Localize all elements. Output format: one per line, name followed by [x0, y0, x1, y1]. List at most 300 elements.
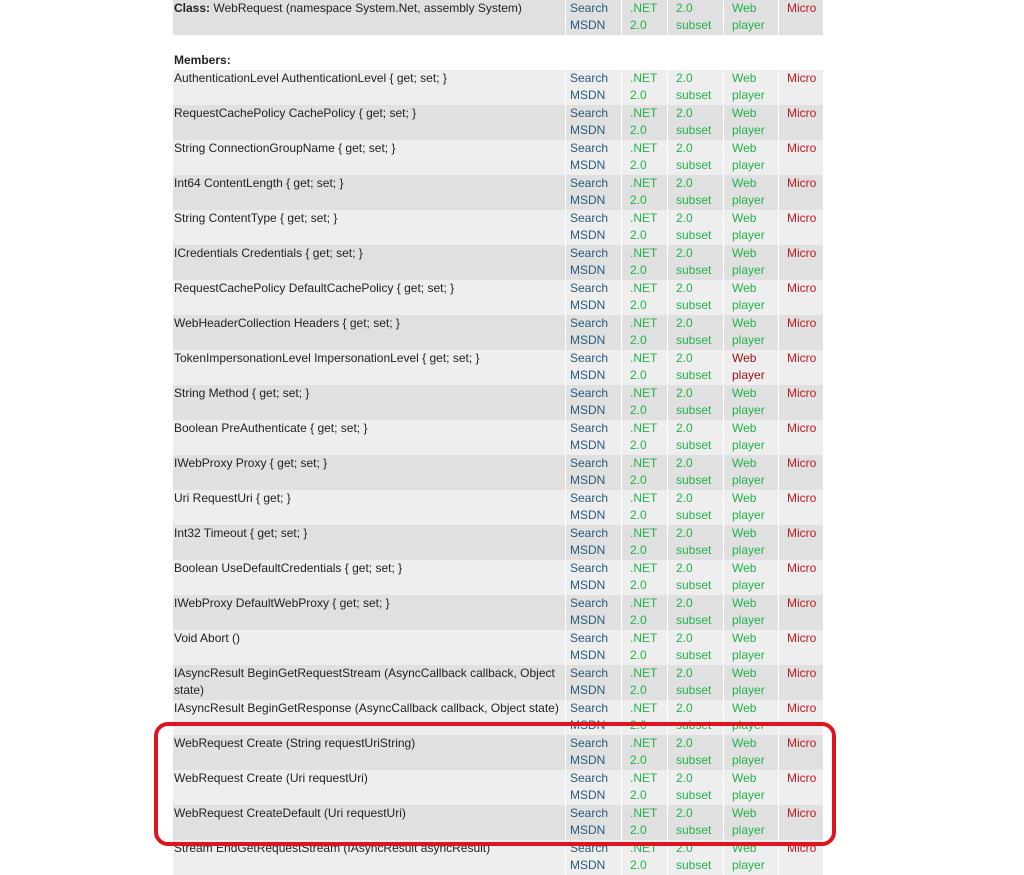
- search-cell[interactable]: [565, 665, 621, 700]
- micro-label: Micro: [787, 386, 817, 400]
- subset-cell: [667, 455, 723, 490]
- member-row: [173, 805, 823, 840]
- web-label: Web: [732, 386, 757, 400]
- net-label: .NET: [630, 631, 658, 645]
- net-label: .NET: [630, 141, 658, 155]
- search-link[interactable]: Search: [570, 491, 609, 505]
- subset-version: 2.0: [676, 666, 693, 680]
- net-label: .NET: [630, 106, 658, 120]
- player-label: player: [732, 508, 765, 522]
- micro-cell: [778, 140, 823, 175]
- player-label: player: [732, 88, 765, 102]
- net-label: .NET: [630, 176, 658, 190]
- search-link[interactable]: Search: [570, 701, 609, 715]
- micro-cell: [778, 560, 823, 595]
- search-cell[interactable]: [565, 280, 621, 315]
- net-label: .NET: [630, 281, 658, 295]
- webplayer-cell: [723, 840, 778, 875]
- web-label: Web: [732, 631, 757, 645]
- member-signature: RequestCachePolicy CachePolicy { get; set; }: [174, 106, 417, 120]
- net-label: .NET: [630, 1, 658, 15]
- web-label: Web: [732, 456, 757, 470]
- webplayer-cell: [723, 455, 778, 490]
- search-link[interactable]: Search: [570, 596, 609, 610]
- msdn-link[interactable]: MSDN: [570, 193, 606, 207]
- subset-label: subset: [676, 193, 712, 207]
- search-cell[interactable]: [565, 595, 621, 630]
- search-cell[interactable]: [565, 805, 621, 840]
- members-title: Members:: [174, 53, 231, 67]
- web-label: Web: [732, 421, 757, 435]
- net-cell: [621, 840, 667, 875]
- webplayer-cell: [723, 175, 778, 210]
- msdn-link[interactable]: MSDN: [570, 333, 606, 347]
- player-label: player: [732, 578, 765, 592]
- micro-cell: [778, 0, 823, 35]
- subset-label: subset: [676, 263, 712, 277]
- webplayer-cell: [723, 105, 778, 140]
- msdn-link[interactable]: MSDN: [570, 158, 606, 172]
- subset-version: 2.0: [676, 631, 693, 645]
- net-cell: [621, 630, 667, 665]
- msdn-link[interactable]: MSDN: [570, 18, 606, 32]
- net-label: .NET: [630, 491, 658, 505]
- webplayer-cell: [723, 385, 778, 420]
- members-list: [173, 70, 823, 875]
- net-label: .NET: [630, 526, 658, 540]
- webplayer-cell: [723, 700, 778, 735]
- member-signature: Stream EndGetRequestStream (IAsyncResult asyncResult): [174, 841, 491, 855]
- micro-label: Micro: [787, 841, 817, 855]
- search-link[interactable]: Search: [570, 176, 609, 190]
- player-label: player: [732, 438, 765, 452]
- micro-cell: [778, 385, 823, 420]
- subset-cell: [667, 665, 723, 700]
- search-link[interactable]: Search: [570, 736, 609, 750]
- subset-cell: [667, 0, 723, 35]
- subset-cell: [667, 490, 723, 525]
- micro-label: Micro: [787, 491, 817, 505]
- member-row: [173, 420, 823, 455]
- net-cell: [621, 280, 667, 315]
- search-cell[interactable]: [565, 70, 621, 105]
- micro-cell: [778, 210, 823, 245]
- search-cell[interactable]: [565, 420, 621, 455]
- player-label: player: [732, 123, 765, 137]
- subset-version: 2.0: [676, 1, 693, 15]
- search-cell[interactable]: [565, 105, 621, 140]
- search-cell[interactable]: [565, 210, 621, 245]
- net-version: 2.0: [630, 88, 647, 102]
- msdn-link[interactable]: MSDN: [570, 508, 606, 522]
- net-version: 2.0: [630, 858, 647, 872]
- player-label: player: [732, 298, 765, 312]
- player-label: player: [732, 228, 765, 242]
- search-cell[interactable]: [565, 350, 621, 385]
- net-version: 2.0: [630, 158, 647, 172]
- micro-cell: [778, 700, 823, 735]
- msdn-link[interactable]: MSDN: [570, 788, 606, 802]
- net-cell: [621, 210, 667, 245]
- subset-cell: [667, 700, 723, 735]
- subset-label: subset: [676, 823, 712, 837]
- subset-label: subset: [676, 158, 712, 172]
- search-cell[interactable]: [565, 455, 621, 490]
- search-link[interactable]: Search: [570, 351, 609, 365]
- subset-version: 2.0: [676, 736, 693, 750]
- member-signature: RequestCachePolicy DefaultCachePolicy { get; set; }: [174, 281, 455, 295]
- subset-version: 2.0: [676, 246, 693, 260]
- net-cell: [621, 455, 667, 490]
- member-signature: String Method { get; set; }: [174, 386, 310, 400]
- subset-label: subset: [676, 473, 712, 487]
- subset-label: subset: [676, 788, 712, 802]
- search-link[interactable]: Search: [570, 771, 609, 785]
- msdn-link[interactable]: MSDN: [570, 858, 606, 872]
- search-link[interactable]: Search: [570, 631, 609, 645]
- subset-label: subset: [676, 683, 712, 697]
- msdn-link[interactable]: MSDN: [570, 88, 606, 102]
- subset-version: 2.0: [676, 351, 693, 365]
- subset-label: subset: [676, 613, 712, 627]
- search-link[interactable]: Search: [570, 211, 609, 225]
- member-signature: Int32 Timeout { get; set; }: [174, 526, 308, 540]
- subset-label: subset: [676, 718, 712, 732]
- net-cell: [621, 490, 667, 525]
- webplayer-cell: [723, 630, 778, 665]
- web-label: Web: [732, 281, 757, 295]
- member-row: [173, 350, 823, 385]
- micro-label: Micro: [787, 141, 817, 155]
- net-cell: [621, 420, 667, 455]
- search-cell[interactable]: [565, 770, 621, 805]
- member-row: [173, 560, 823, 595]
- micro-cell: [778, 105, 823, 140]
- member-row: [173, 700, 823, 735]
- net-cell: [621, 315, 667, 350]
- subset-version: 2.0: [676, 526, 693, 540]
- webplayer-cell: [723, 140, 778, 175]
- webplayer-cell: [723, 210, 778, 245]
- net-label: .NET: [630, 841, 658, 855]
- webplayer-cell: [723, 665, 778, 700]
- search-link[interactable]: Search: [570, 666, 609, 680]
- webplayer-cell: [723, 805, 778, 840]
- search-link[interactable]: Search: [570, 526, 609, 540]
- net-version: 2.0: [630, 298, 647, 312]
- micro-cell: [778, 70, 823, 105]
- net-version: 2.0: [630, 403, 647, 417]
- micro-cell: [778, 630, 823, 665]
- member-signature: WebRequest CreateDefault (Uri requestUri): [174, 806, 406, 820]
- subset-cell: [667, 560, 723, 595]
- subset-label: subset: [676, 123, 712, 137]
- msdn-link[interactable]: MSDN: [570, 228, 606, 242]
- subset-cell: [667, 595, 723, 630]
- member-signature: WebRequest Create (String requestUriString): [174, 736, 416, 750]
- micro-cell: [778, 525, 823, 560]
- search-link[interactable]: Search: [570, 841, 609, 855]
- micro-label: Micro: [787, 631, 817, 645]
- search-cell[interactable]: [565, 630, 621, 665]
- search-link[interactable]: Search: [570, 561, 609, 575]
- subset-label: subset: [676, 578, 712, 592]
- subset-cell: [667, 210, 723, 245]
- member-signature: WebHeaderCollection Headers { get; set; }: [174, 316, 400, 330]
- search-link[interactable]: Search: [570, 421, 609, 435]
- msdn-link[interactable]: MSDN: [570, 368, 606, 382]
- msdn-link[interactable]: MSDN: [570, 578, 606, 592]
- search-link[interactable]: Search: [570, 386, 609, 400]
- member-row: [173, 105, 823, 140]
- subset-cell: [667, 280, 723, 315]
- micro-label: Micro: [787, 281, 817, 295]
- search-cell[interactable]: [565, 525, 621, 560]
- net-version: 2.0: [630, 368, 647, 382]
- subset-cell: [667, 840, 723, 875]
- net-cell: [621, 735, 667, 770]
- search-link[interactable]: Search: [570, 806, 609, 820]
- member-row: [173, 140, 823, 175]
- subset-version: 2.0: [676, 281, 693, 295]
- member-signature: Uri RequestUri { get; }: [174, 491, 291, 505]
- search-cell[interactable]: [565, 315, 621, 350]
- micro-label: Micro: [787, 456, 817, 470]
- search-cell[interactable]: [565, 0, 621, 35]
- web-label: Web: [732, 316, 757, 330]
- web-label: Web: [732, 491, 757, 505]
- net-label: .NET: [630, 246, 658, 260]
- subset-cell: [667, 735, 723, 770]
- msdn-link[interactable]: MSDN: [570, 298, 606, 312]
- search-link[interactable]: Search: [570, 246, 609, 260]
- msdn-link[interactable]: MSDN: [570, 403, 606, 417]
- subset-cell: [667, 630, 723, 665]
- member-row: [173, 455, 823, 490]
- subset-cell: [667, 525, 723, 560]
- member-row: [173, 210, 823, 245]
- search-cell[interactable]: [565, 175, 621, 210]
- net-label: .NET: [630, 456, 658, 470]
- subset-label: subset: [676, 508, 712, 522]
- subset-version: 2.0: [676, 71, 693, 85]
- subset-version: 2.0: [676, 806, 693, 820]
- msdn-link[interactable]: MSDN: [570, 123, 606, 137]
- subset-version: 2.0: [676, 701, 693, 715]
- subset-label: subset: [676, 438, 712, 452]
- member-row: [173, 385, 823, 420]
- subset-version: 2.0: [676, 456, 693, 470]
- subset-label: subset: [676, 333, 712, 347]
- web-label: Web: [732, 771, 757, 785]
- subset-version: 2.0: [676, 141, 693, 155]
- member-signature: String ContentType { get; set; }: [174, 211, 338, 225]
- msdn-link[interactable]: MSDN: [570, 648, 606, 662]
- micro-label: Micro: [787, 596, 817, 610]
- search-cell[interactable]: [565, 700, 621, 735]
- search-link[interactable]: Search: [570, 456, 609, 470]
- net-label: .NET: [630, 596, 658, 610]
- msdn-link[interactable]: MSDN: [570, 718, 606, 732]
- webplayer-cell: [723, 770, 778, 805]
- msdn-link[interactable]: MSDN: [570, 263, 606, 277]
- webplayer-cell: [723, 280, 778, 315]
- member-signature: String ConnectionGroupName { get; set; }: [174, 141, 396, 155]
- web-label: Web: [732, 736, 757, 750]
- class-signature: [173, 0, 565, 35]
- net-label: .NET: [630, 561, 658, 575]
- member-signature: Int64 ContentLength { get; set; }: [174, 176, 344, 190]
- player-label: player: [732, 683, 765, 697]
- member-signature: IAsyncResult BeginGetRequestStream (AsyncCallback callback, Object state): [174, 666, 555, 697]
- search-link[interactable]: Search: [570, 141, 609, 155]
- search-link[interactable]: Search: [570, 316, 609, 330]
- net-label: .NET: [630, 71, 658, 85]
- msdn-link[interactable]: MSDN: [570, 438, 606, 452]
- subset-label: subset: [676, 858, 712, 872]
- member-signature: Void Abort (): [174, 631, 241, 645]
- micro-cell: [778, 350, 823, 385]
- player-label: player: [732, 753, 765, 767]
- subset-version: 2.0: [676, 771, 693, 785]
- net-cell: [621, 70, 667, 105]
- net-label: .NET: [630, 701, 658, 715]
- net-version: 2.0: [630, 823, 647, 837]
- micro-label: Micro: [787, 246, 817, 260]
- subset-cell: [667, 70, 723, 105]
- webplayer-cell: [723, 735, 778, 770]
- class-row: [173, 0, 823, 35]
- web-label: Web: [732, 211, 757, 225]
- micro-cell: [778, 490, 823, 525]
- micro-cell: [778, 175, 823, 210]
- search-cell[interactable]: [565, 840, 621, 875]
- member-signature: WebRequest Create (Uri requestUri): [174, 771, 368, 785]
- micro-label: Micro: [787, 701, 817, 715]
- player-label: player: [732, 403, 765, 417]
- member-signature: TokenImpersonationLevel ImpersonationLevel { get; set; }: [174, 351, 480, 365]
- webplayer-cell: [723, 595, 778, 630]
- webplayer-cell: [723, 0, 778, 35]
- net-version: 2.0: [630, 753, 647, 767]
- net-version: 2.0: [630, 788, 647, 802]
- search-link[interactable]: Search: [570, 1, 609, 15]
- webplayer-cell: [723, 525, 778, 560]
- subset-cell: [667, 315, 723, 350]
- micro-cell: [778, 315, 823, 350]
- net-version: 2.0: [630, 193, 647, 207]
- net-version: 2.0: [630, 543, 647, 557]
- subset-version: 2.0: [676, 211, 693, 225]
- web-label: Web: [732, 176, 757, 190]
- search-cell[interactable]: [565, 560, 621, 595]
- subset-version: 2.0: [676, 841, 693, 855]
- net-cell: [621, 105, 667, 140]
- net-version: 2.0: [630, 508, 647, 522]
- web-label: Web: [732, 1, 757, 15]
- net-cell: [621, 560, 667, 595]
- net-cell: [621, 245, 667, 280]
- msdn-link[interactable]: MSDN: [570, 823, 606, 837]
- net-cell: [621, 140, 667, 175]
- member-row: [173, 70, 823, 105]
- search-cell[interactable]: [565, 735, 621, 770]
- net-cell: [621, 525, 667, 560]
- subset-cell: [667, 385, 723, 420]
- net-label: .NET: [630, 316, 658, 330]
- member-row: [173, 280, 823, 315]
- subset-version: 2.0: [676, 491, 693, 505]
- msdn-link[interactable]: MSDN: [570, 683, 606, 697]
- subset-label: subset: [676, 88, 712, 102]
- net-version: 2.0: [630, 263, 647, 277]
- member-signature: AuthenticationLevel AuthenticationLevel { get; set; }: [174, 71, 447, 85]
- micro-label: Micro: [787, 211, 817, 225]
- class-label: Class:: [174, 1, 211, 15]
- search-cell[interactable]: [565, 140, 621, 175]
- net-cell: [621, 805, 667, 840]
- micro-label: Micro: [787, 771, 817, 785]
- player-label: player: [732, 648, 765, 662]
- msdn-link[interactable]: MSDN: [570, 753, 606, 767]
- player-label: player: [732, 193, 765, 207]
- member-signature: Boolean PreAuthenticate { get; set; }: [174, 421, 368, 435]
- member-row: [173, 315, 823, 350]
- net-cell: [621, 350, 667, 385]
- member-row: [173, 175, 823, 210]
- subset-version: 2.0: [676, 561, 693, 575]
- subset-cell: [667, 245, 723, 280]
- msdn-link[interactable]: MSDN: [570, 543, 606, 557]
- net-cell: [621, 385, 667, 420]
- net-version: 2.0: [630, 648, 647, 662]
- subset-version: 2.0: [676, 421, 693, 435]
- micro-label: Micro: [787, 421, 817, 435]
- micro-label: Micro: [787, 806, 817, 820]
- search-cell[interactable]: [565, 385, 621, 420]
- msdn-link[interactable]: MSDN: [570, 473, 606, 487]
- member-row: [173, 525, 823, 560]
- web-label: Web: [732, 106, 757, 120]
- player-label: player: [732, 823, 765, 837]
- net-label: .NET: [630, 421, 658, 435]
- web-label: Web: [732, 596, 757, 610]
- net-cell: [621, 595, 667, 630]
- player-label: player: [732, 368, 765, 382]
- web-label: Web: [732, 561, 757, 575]
- search-link[interactable]: Search: [570, 71, 609, 85]
- search-link[interactable]: Search: [570, 106, 609, 120]
- net-version: 2.0: [630, 123, 647, 137]
- micro-cell: [778, 665, 823, 700]
- member-row: [173, 665, 823, 700]
- web-label: Web: [732, 806, 757, 820]
- net-cell: [621, 175, 667, 210]
- member-row: [173, 595, 823, 630]
- search-cell[interactable]: [565, 245, 621, 280]
- msdn-link[interactable]: MSDN: [570, 613, 606, 627]
- micro-cell: [778, 770, 823, 805]
- web-label: Web: [732, 246, 757, 260]
- player-label: player: [732, 473, 765, 487]
- player-label: player: [732, 263, 765, 277]
- search-cell[interactable]: [565, 490, 621, 525]
- subset-version: 2.0: [676, 386, 693, 400]
- player-label: player: [732, 788, 765, 802]
- search-link[interactable]: Search: [570, 281, 609, 295]
- micro-cell: [778, 455, 823, 490]
- net-version: 2.0: [630, 718, 647, 732]
